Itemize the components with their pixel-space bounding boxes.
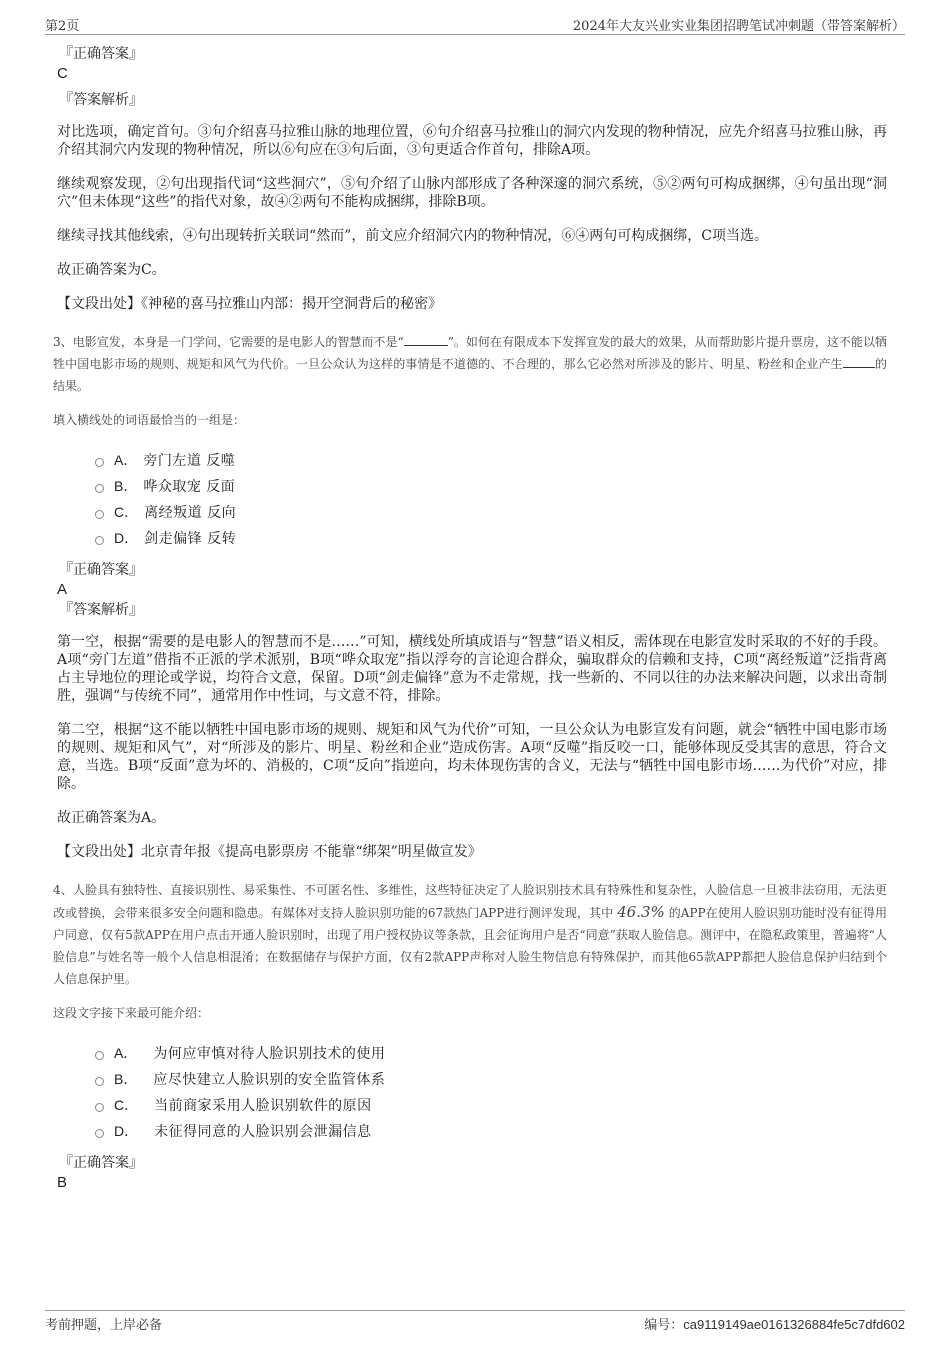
q3-blank-2 [843, 355, 875, 368]
radio-icon[interactable] [95, 1129, 104, 1138]
q4-option-d[interactable]: D． 未征得同意的人脸识别会泄漏信息 [95, 1118, 887, 1144]
q3-option-b[interactable]: B． 哗众取宠 反面 [95, 473, 887, 499]
q2-analysis-label: 『答案解析』 [59, 92, 143, 108]
q4-options [95, 1040, 887, 1144]
header-divider [45, 34, 905, 35]
q2-analysis-p4: 故正确答案为C。 [57, 262, 166, 278]
footer-divider [45, 1310, 905, 1311]
q3-text: 3、电影宣发，本身是一门学问，它需要的是电影人的智慧而不是“ ”。如何在有限成本下发挥宣发的最大的效果，从而帮助影片提升票房，这不能以牺牲中国电影市场的规则、规矩和风气为代价。一旦公众认为这样的事情是不道德的、不合理的，那么它必然对所涉及的影片、明星、粉丝和企业产生 的结果。 [53, 335, 887, 393]
footer-code: 编号：ca9119149ae0161326884fe5c7dfd602 [644, 1317, 905, 1333]
page-number: 第2页 [45, 19, 80, 34]
q2-answer: C [57, 65, 68, 82]
q2-analysis-p3: 继续寻找其他线索，④句出现转折关联词“然而”，前文应介绍洞穴内的物种情况，⑥④两句可构成捆绑，C项当选。 [57, 228, 769, 244]
q4-text: 4、人脸具有独特性、直接识别性、易采集性、不可匿名性、多维性，这些特征决定了人脸识别技术具有特殊性和复杂性，人脸信息一旦被非法窃用，无法更改或替换，会带来很多安全问题和隐患。有媒体对支持人脸识别功能的67款热门APP进行测评发现，其中 46.3% 的APP在使用人脸识别功能时没有征得用户同意，仅有5款APP在用户点击开通人脸识别时，出现了用户授权协议等条款，且会征询用户是否“同意”获取人脸信息。测评中，在隐私政策里，普遍将“人脸信息”与姓名等一般个人信息相混淆；在数据储存与保护方面，仅有2款APP声称对人脸生物信息有特殊保护，而其他65款APP都把人脸信息保护归结到个人信息保护里。 [53, 883, 887, 986]
document-code: ca9119149ae0161326884fe5c7dfd602 [683, 1317, 905, 1332]
footer-slogan: 考前押题，上岸必备 [45, 1318, 163, 1333]
q4-percent: 46.3% [617, 903, 665, 921]
radio-icon[interactable] [95, 1051, 104, 1060]
q4-option-b[interactable]: B． 应尽快建立人脸识别的安全监管体系 [95, 1066, 887, 1092]
q3-option-d[interactable]: D． 剑走偏锋 反转 [95, 525, 887, 551]
q3-prompt: 填入横线处的词语最恰当的一组是： [53, 413, 246, 427]
radio-icon[interactable] [95, 536, 104, 545]
radio-icon[interactable] [95, 1103, 104, 1112]
radio-icon[interactable] [95, 458, 104, 467]
q3-option-c[interactable]: C． 离经叛道 反向 [95, 499, 887, 525]
q2-analysis-p2: 继续观察发现，②句出现指代词“这些洞穴”，⑤句介绍了山脉内部形成了各种深邃的洞穴系统，⑤②两句可构成捆绑，④句虽出现“洞穴”但未体现“这些”的指代对象，故④②两句不能构成捆绑，排除B项。 [57, 176, 887, 210]
radio-icon[interactable] [95, 510, 104, 519]
q3-analysis-p1: 第一空，根据“需要的是电影人的智慧而不是……”可知，横线处所填成语与“智慧”语义相反，需体现在电影宣发时采取的不好的手段。A项“旁门左道”借指不正派的学术派别，B项“哗众取宠”指以浮夸的言论迎合群众，骗取群众的信赖和支持，C项“离经叛道”泛指背离占主导地位的理论或学说，均符合文意，保留。D项“剑走偏锋”意为不走常规，找一些新的、不同以往的办法来解决问题，以求出奇制胜，强调“与传统不同”，通常用作中性词，与文意不符，排除。 [57, 634, 887, 704]
q3-answer: A [57, 581, 68, 598]
q3-options [95, 447, 887, 551]
q3-option-a[interactable]: A． 旁门左道 反噬 [95, 447, 887, 473]
document-title: 2024年大友兴业实业集团招聘笔试冲刺题（带答案解析） [572, 19, 905, 34]
q4-prompt: 这段文字接下来最可能介绍： [53, 1006, 210, 1020]
q2-analysis-p1: 对比选项，确定首句。③句介绍喜马拉雅山脉的地理位置，⑥句介绍喜马拉雅山的洞穴内发现的物种情况，应先介绍喜马拉雅山脉，再介绍其洞穴内发现的物种情况，所以⑥句应在③句后面，③句更适合作首句，排除A项。 [57, 124, 887, 158]
page-content [53, 45, 887, 1192]
q3-blank-1 [404, 333, 448, 346]
radio-icon[interactable] [95, 484, 104, 493]
q4-option-a[interactable]: A． 为何应审慎对待人脸识别技术的使用 [95, 1040, 887, 1066]
q3-answer-label: 『正确答案』 [59, 562, 143, 578]
q2-answer-label: 『正确答案』 [59, 46, 143, 62]
q4-answer-label: 『正确答案』 [59, 1155, 143, 1171]
q4-answer: B [57, 1174, 68, 1191]
q3-analysis-p2: 第二空，根据“这不能以牺牲中国电影市场的规则、规矩和风气为代价”可知，一旦公众认为电影宣发有问题，就会“牺牲中国电影市场的规则、规矩和风气”，对“所涉及的影片、明星、粉丝和企业”造成伤害。A项“反噬”指反咬一口，能够体现反受其害的意思，符合文意，当选。B项“反面”意为坏的、消极的，C项“反向”指逆向，均未体现伤害的含义，无法与“牺牲中国电影市场……为代价”对应，排除。 [57, 722, 887, 792]
q4-option-c[interactable]: C． 当前商家采用人脸识别软件的原因 [95, 1092, 887, 1118]
q3-source: 【文段出处】北京青年报《提高电影票房 不能靠“绑架”明星做宣发》 [57, 844, 482, 860]
q3-analysis-p3: 故正确答案为A。 [57, 810, 166, 826]
q3-analysis-label: 『答案解析』 [59, 602, 143, 618]
radio-icon[interactable] [95, 1077, 104, 1086]
q2-source: 【文段出处】《神秘的喜马拉雅山内部：揭开空洞背后的秘密》 [57, 296, 442, 312]
